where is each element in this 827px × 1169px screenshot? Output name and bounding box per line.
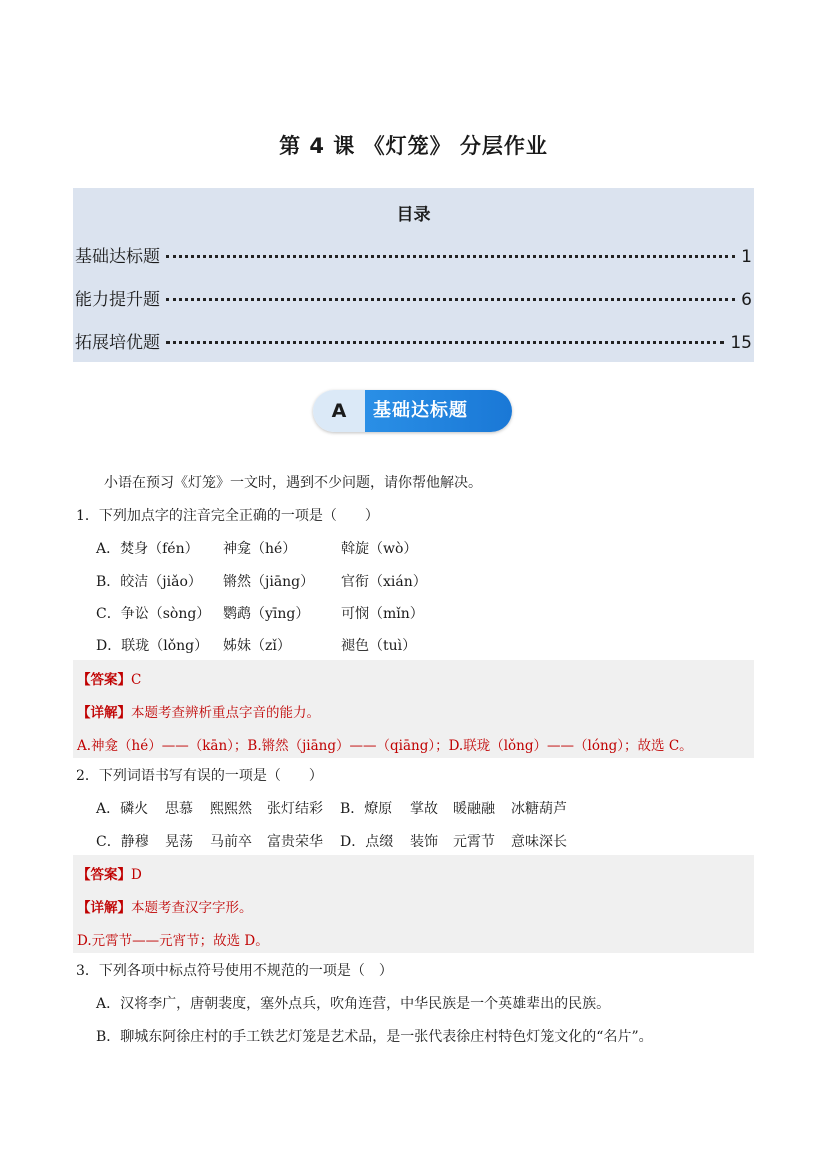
q1-option-c-2: 鹦鹉（yīng） [223,606,310,622]
toc-item[interactable] [75,242,752,267]
toc-item-label: 能力提升题 [75,290,160,310]
question-2-stem: 2．下列词语书写有误的一项是（ ） [76,768,323,784]
q3-option-a: A．汉将李广，唐朝裴度，塞外点兵，吹角连营，中华民族是一个英雄辈出的民族。 [96,996,611,1012]
q1-answer [77,668,141,688]
q2-answer [77,863,142,883]
toc-item[interactable] [75,328,752,353]
question-1-stem: 1．下列加点字的注音完全正确的一项是（ ） [76,508,379,524]
q2-word: 冰糖葫芦 [511,801,567,817]
page-title: 第 4 课 《灯笼》 分层作业 [279,134,548,158]
detail-text: 本题考查汉字字形。 [131,900,253,916]
q2-word: 思慕 [165,801,193,817]
answer-tag: 【答案】 [77,867,131,883]
q1-option-d-1: D．联珑（lǒng） [96,638,209,654]
q2-word: C．静穆 [96,834,149,850]
q1-option-d-2: 姊妹（zǐ） [223,638,291,654]
toc-item[interactable] [75,285,752,310]
q1-option-c-1: C．争讼（sòng） [96,606,211,622]
q1-option-b-2: 锵然（jiāng） [223,574,315,590]
toc-item-page: 6 [741,290,752,310]
q2-word: 晃荡 [165,834,193,850]
q1-option-c-3: 可悯（mǐn） [341,606,424,622]
q2-word: 张灯结彩 [267,801,323,817]
q2-word: 富贵荣华 [267,834,323,850]
detail-tag: 【详解】 [77,900,131,916]
section-badge [313,390,512,432]
question-3-stem: 3．下列各项中标点符号使用不规范的一项是（ ） [76,963,393,979]
q1-option-a-3: 斡旋（wò） [341,541,418,557]
q2-word: 熙熙然 [210,801,252,817]
q1-option-d-3: 褪色（tuì） [341,638,417,654]
q2-word: A．磷火 [96,801,149,817]
q2-word: B．燎原 [340,801,393,817]
q2-word: 暖融融 [453,801,495,817]
toc-leader-dots [166,298,735,301]
q2-word: 装饰 [410,834,438,850]
q1-option-b-3: 官衔（xián） [341,574,427,590]
q2-word: D．点缀 [340,834,394,850]
q3-option-b: B．聊城东阿徐庄村的手工铁艺灯笼是艺术品，是一张代表徐庄村特色灯笼文化的“名片”。 [96,1029,653,1045]
q1-answer-box [73,660,754,758]
q1-detail [77,701,320,721]
q2-word: 掌故 [410,801,438,817]
detail-tag: 【详解】 [77,705,131,721]
table-of-contents [73,188,754,362]
answer-tag: 【答案】 [77,672,131,688]
q2-word: 马前卒 [210,834,252,850]
q2-word: 意味深长 [511,834,567,850]
toc-item-label: 拓展培优题 [75,333,160,353]
section-badge-letter: A [331,400,347,422]
q2-explanation: D.元霄节——元宵节；故选 D。 [77,933,269,949]
toc-leader-dots [166,255,735,258]
answer-value: C [131,672,142,688]
toc-item-page: 15 [730,333,752,353]
answer-value: D [131,867,142,883]
q2-answer-box [73,855,754,953]
toc-heading: 目录 [396,205,431,225]
q2-detail [77,896,253,916]
toc-item-page: 1 [741,247,752,267]
detail-text: 本题考查辨析重点字音的能力。 [131,705,320,721]
toc-leader-dots [166,341,724,344]
intro-text: 小语在预习《灯笼》一文时，遇到不少问题，请你帮他解决。 [104,475,482,491]
q1-explanation: A.神龛（hé）——（kān）；B.锵然（jiāng）——（qiāng）；D.联珑（lǒng）——（lóng）；故选 C。 [77,738,693,754]
toc-item-label: 基础达标题 [75,247,160,267]
q2-word: 元霄节 [453,834,495,850]
q1-option-a-2: 神龛（hé） [223,541,297,557]
q1-option-b-1: B．皎洁（jiǎo） [96,574,202,590]
section-badge-title: 基础达标题 [373,400,468,421]
q1-option-a-1: A．焚身（fén） [96,541,199,557]
